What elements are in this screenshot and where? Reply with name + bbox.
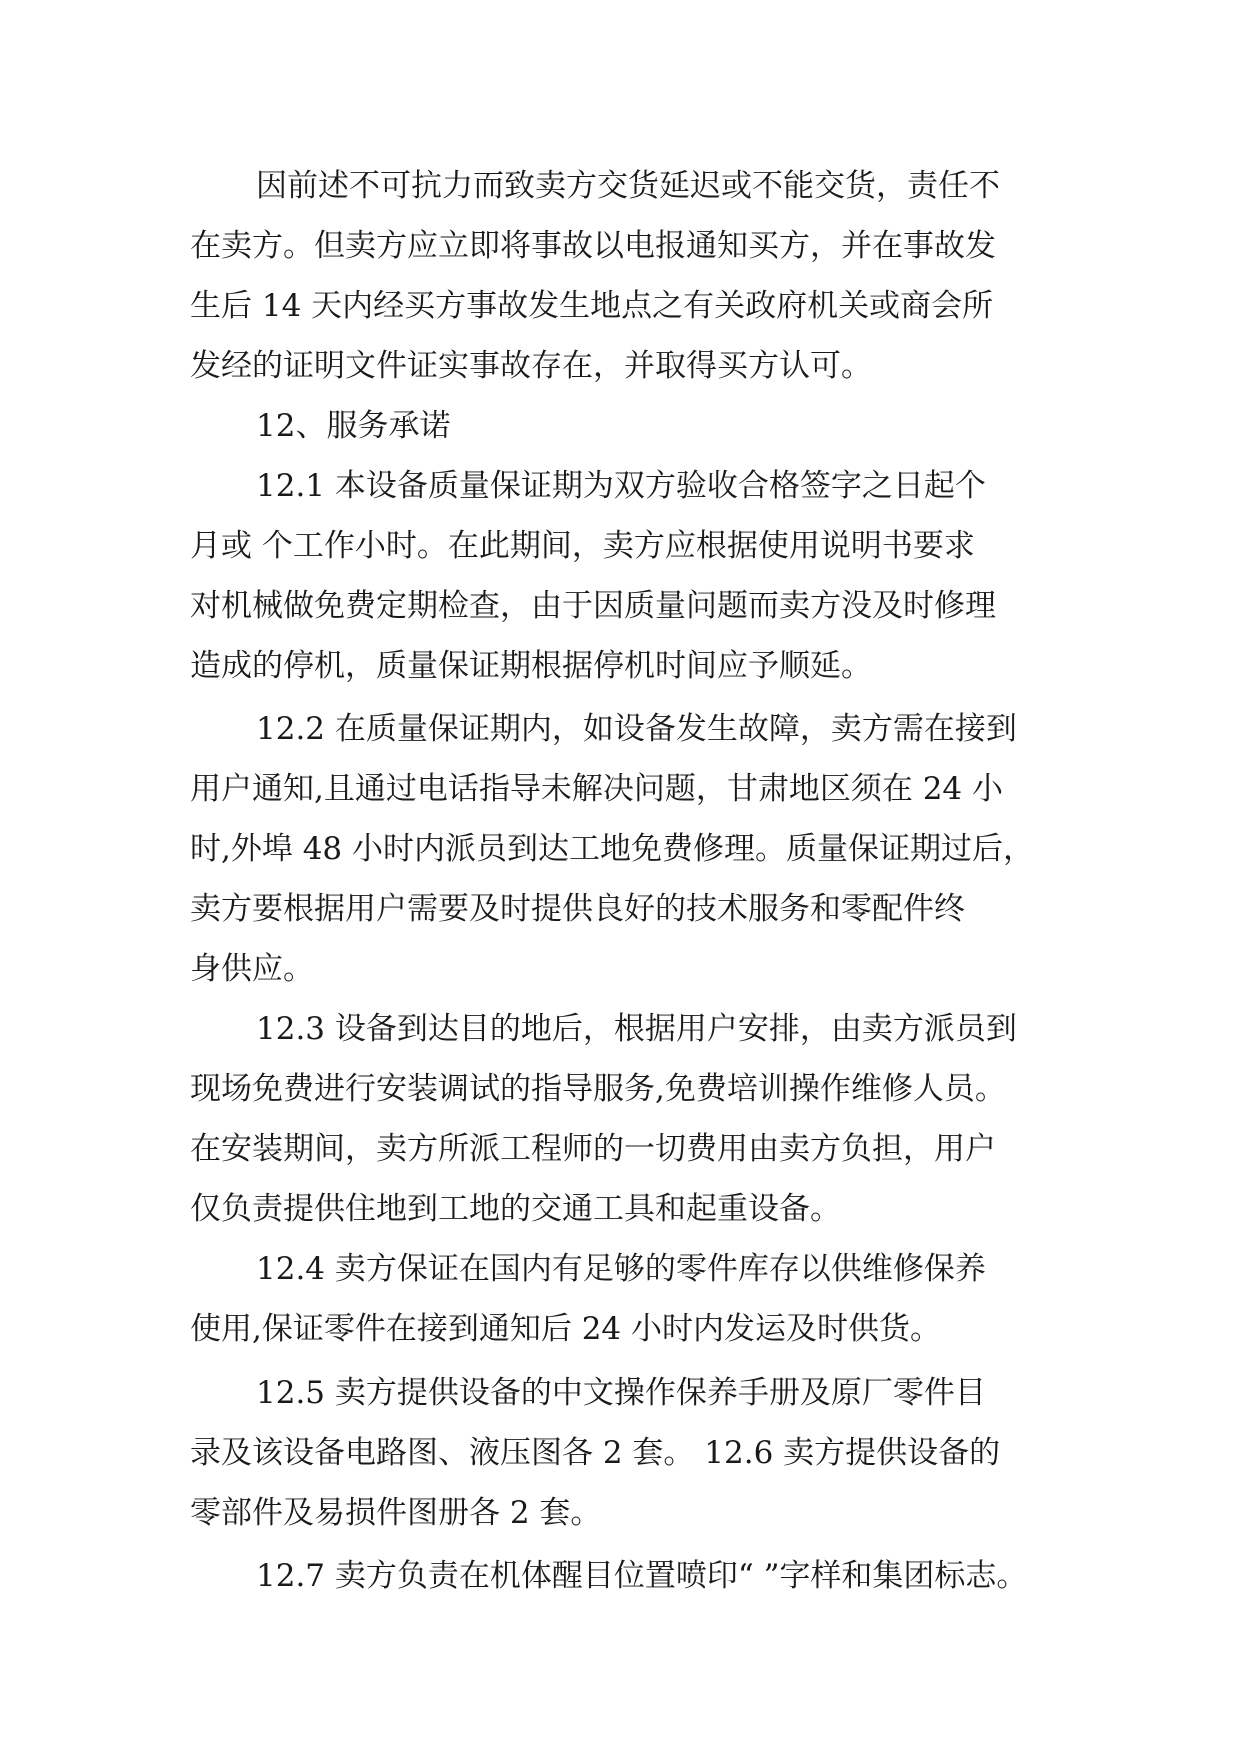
text-line: 零部件及易损件图册各 2 套。 — [190, 1495, 602, 1531]
section-heading: 12、服务承诺 — [256, 408, 451, 444]
text-line: 12.2 在质量保证期内，如设备发生故障，卖方需在接到 — [256, 711, 1017, 747]
text-line: 造成的停机，质量保证期根据停机时间应予顺延。 — [190, 648, 872, 684]
text-line: 在卖方。但卖方应立即将事故以电报通知买方，并在事故发 — [190, 228, 996, 264]
text-line: 时,外埠 48 小时内派员到达工地免费修理。质量保证期过后， — [190, 831, 1035, 867]
text-line: 用户通知,且通过电话指导未解决问题，甘肃地区须在 24 小 — [190, 771, 1004, 807]
text-line: 因前述不可抗力而致卖方交货延迟或不能交货，责任不 — [256, 168, 1000, 204]
text-line: 月或 个工作小时。在此期间，卖方应根据使用说明书要求 — [190, 528, 975, 564]
text-line: 12.7 卖方负责在机体醒目位置喷印“ ”字样和集团标志。 — [256, 1558, 1028, 1594]
text-line: 卖方要根据用户需要及时提供良好的技术服务和零配件终 — [190, 891, 965, 927]
text-line: 12.5 卖方提供设备的中文操作保养手册及原厂零件目 — [256, 1375, 986, 1411]
text-line: 现场免费进行安装调试的指导服务,免费培训操作维修人员。 — [190, 1071, 1006, 1107]
text-line: 12.1 本设备质量保证期为双方验收合格签字之日起个 — [256, 468, 986, 504]
text-line: 录及该设备电路图、液压图各 2 套。 12.6 卖方提供设备的 — [190, 1435, 1001, 1471]
text-line: 生后 14 天内经买方事故发生地点之有关政府机关或商会所 — [190, 288, 994, 324]
text-line: 发经的证明文件证实事故存在，并取得买方认可。 — [190, 348, 872, 384]
text-line: 使用,保证零件在接到通知后 24 小时内发运及时供货。 — [190, 1311, 942, 1347]
text-line: 12.3 设备到达目的地后，根据用户安排，由卖方派员到 — [256, 1011, 1017, 1047]
text-line: 身供应。 — [190, 951, 314, 987]
text-line: 12.4 卖方保证在国内有足够的零件库存以供维修保养 — [256, 1251, 986, 1287]
text-line: 对机械做免费定期检查，由于因质量问题而卖方没及时修理 — [190, 588, 996, 624]
text-line: 在安装期间，卖方所派工程师的一切费用由卖方负担，用户 — [190, 1131, 996, 1167]
text-line: 仅负责提供住地到工地的交通工具和起重设备。 — [190, 1191, 841, 1227]
